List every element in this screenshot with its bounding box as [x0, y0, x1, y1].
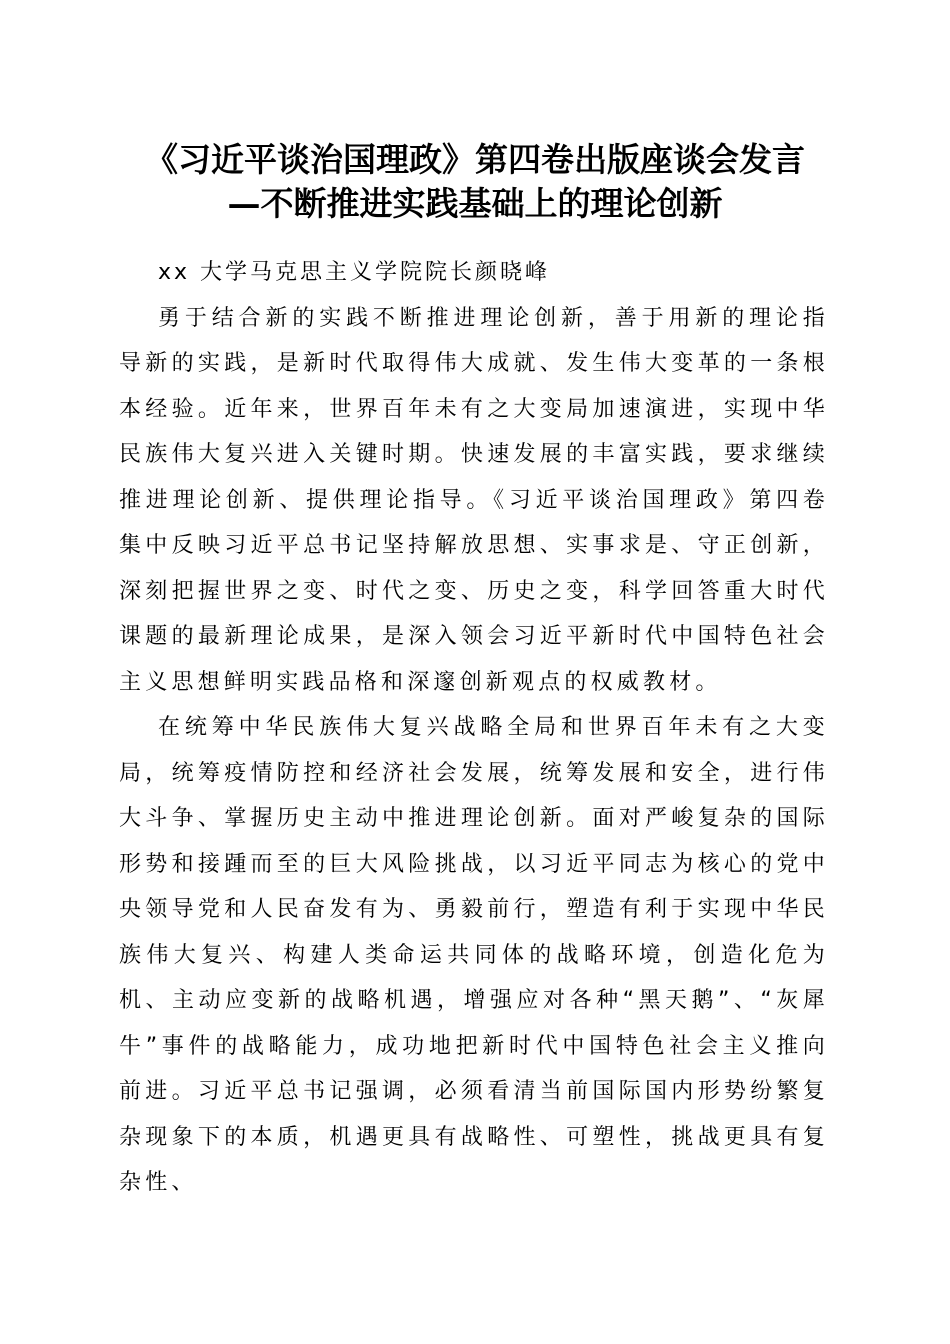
- document-body: [119, 250, 829, 1206]
- paragraph-2: 在统筹中华民族伟大复兴战略全局和世界百年未有之大变局，统筹疫情防控和经济社会发展，统筹发展和安全，进行伟大斗争、掌握历史主动中推进理论创新。面对严峻复杂的国际形势和接踵而至的巨大风险挑战，以习近平同志为核心的党中央领导党和人民奋发有为、勇毅前行，塑造有利于实现中华民族伟大复兴、构建人类命运共同体的战略环境，创造化危为机、主动应变新的战略机遇，增强应对各种“黑天鹅”、“灰犀牛”事件的战略能力，成功地把新时代中国特色社会主义推向前进。习近平总书记强调，必须看清当前国际国内形势纷繁复杂现象下的本质，机遇更具有战略性、可塑性，挑战更具有复杂性、: [119, 715, 829, 1195]
- author-line: xx 大学马克思主义学院院长颜晓峰: [158, 260, 551, 285]
- document-title: [100, 138, 850, 226]
- paragraph-1: 勇于结合新的实践不断推进理论创新，善于用新的理论指导新的实践，是新时代取得伟大成就、发生伟大变革的一条根本经验。近年来，世界百年未有之大变局加速演进，实现中华民族伟大复兴进入关键时期。快速发展的丰富实践，要求继续推进理论创新、提供理论指导。《习近平谈治国理政》第四卷集中反映习近平总书记坚持解放思想、实事求是、守正创新，深刻把握世界之变、时代之变、历史之变，科学回答重大时代课题的最新理论成果，是深入领会习近平新时代中国特色社会主义思想鲜明实践品格和深邃创新观点的权威教材。: [119, 305, 829, 695]
- title-line-1: 《习近平谈治国理政》第四卷出版座谈会发言: [145, 140, 805, 179]
- title-line-2: —不断推进实践基础上的理论创新: [227, 184, 723, 223]
